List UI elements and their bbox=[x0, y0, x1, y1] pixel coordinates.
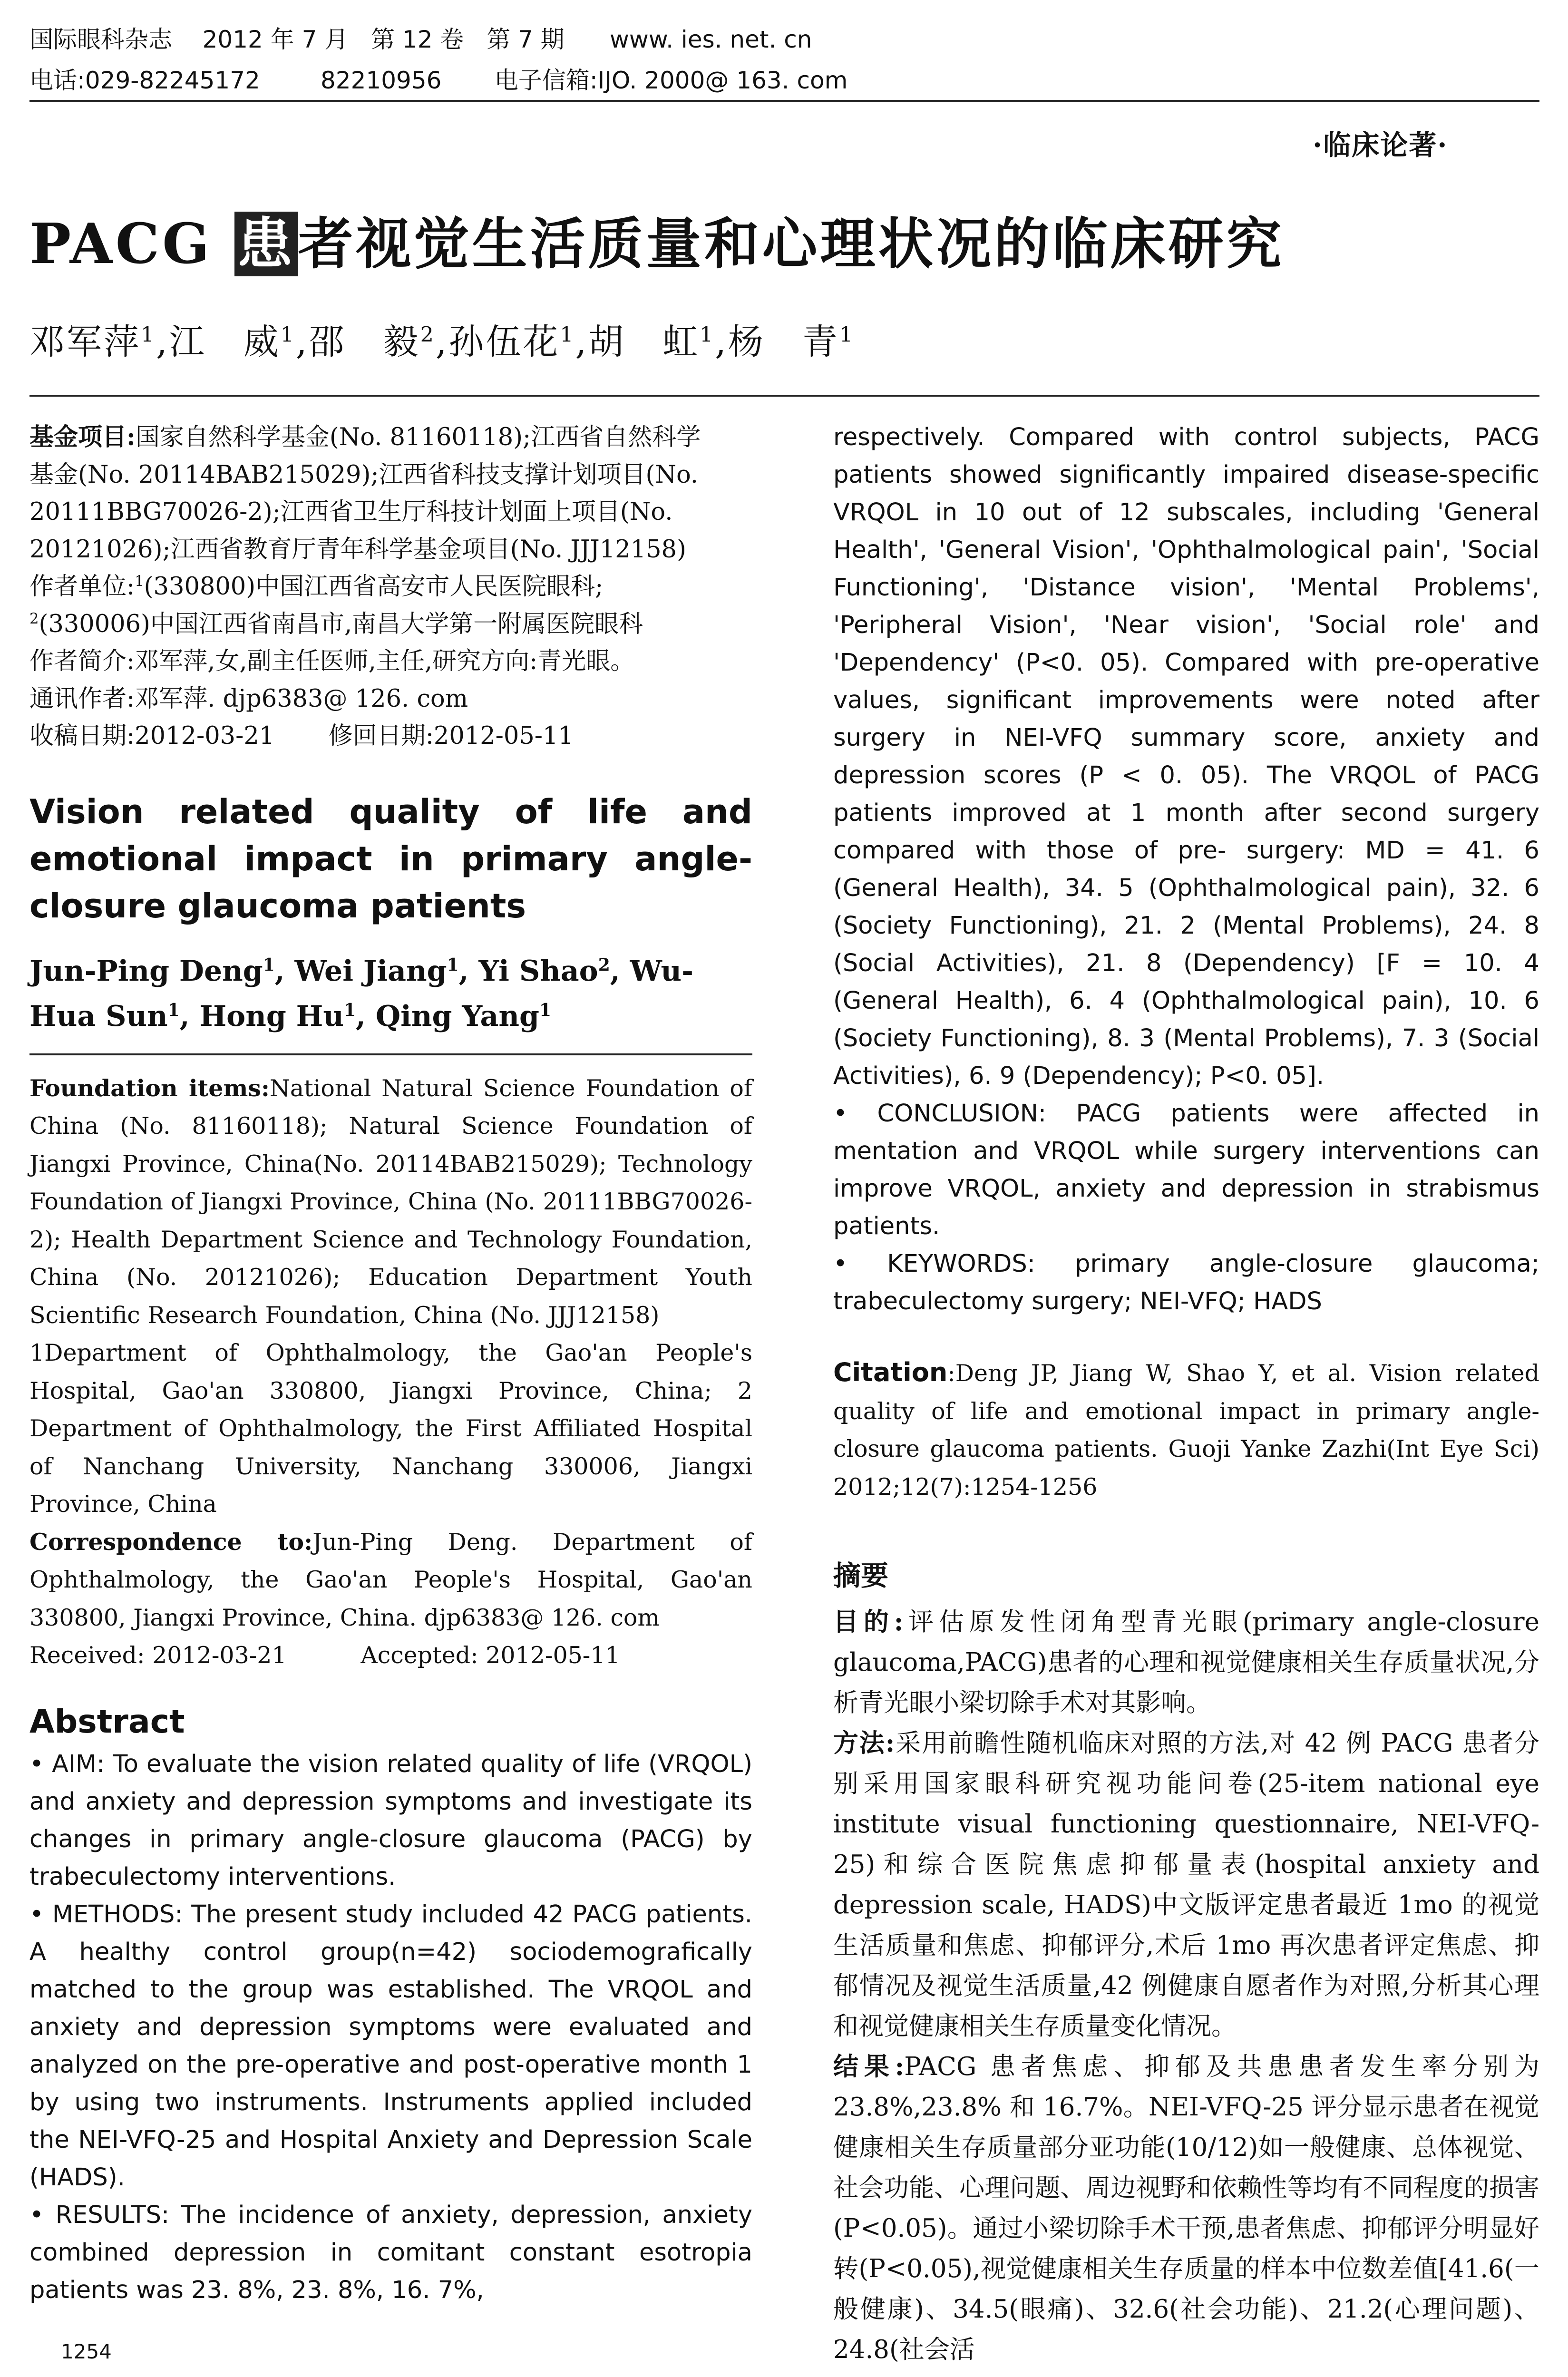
zh-abstract-heading: 摘要 bbox=[833, 1559, 889, 1592]
zh-methods: 方法:采用前瞻性随机临床对照的方法,对 42 例 PACG 患者分别采用国家眼科研究视功能问卷(25-item national eye institute visual functioning questionnaire, NEI-VFQ-25)和综合医院焦虑抑郁量表(hospital anxiety and depression scale, HADS)中文版评定患者最近 1mo 的视觉生活质量和焦虑、抑郁评分,术后 1mo 再次患者评定焦虑、抑郁情况及视觉生活质量,42 例健康自愿者作为对照,分析其心理和视觉健康相关生存质量变化情况。 bbox=[833, 1728, 1539, 2041]
affiliation-cn-line: $^2$(330006)中国江西省南昌市,南昌大学第一附属医院眼科 bbox=[29, 610, 643, 638]
authors-rule bbox=[29, 1053, 752, 1055]
zh-abstract-body bbox=[833, 1602, 1539, 2370]
english-title: Vision related quality of life and emotional impact in primary angle-closure glaucoma patients bbox=[29, 792, 752, 925]
affiliation-cn-line: 作者单位:$^1$(330800)中国江西省高安市人民医院眼科; bbox=[29, 573, 604, 601]
journal-header-line2: 电话:029-82245172 82210956 电子信箱:IJO. 2000@ 163. com bbox=[29, 67, 848, 94]
abstract-heading: Abstract bbox=[29, 1703, 185, 1741]
citation-block bbox=[833, 1354, 1539, 1506]
abstract-methods: • METHODS: The present study included 42 PACG patients. A healthy control group(n=42) sociodemografically matched to the group was established. The VRQOL and anxiety and depression symptoms were evaluated and analyzed on the pre-operative and post-operative month 1 by using two instruments. Instruments applied included the NEI-VFQ-25 and Hospital Anxiety and Depression Scale (HADS). bbox=[29, 1900, 752, 2192]
title-prefix: PACG bbox=[29, 212, 234, 276]
foundation-en: Foundation items:National Natural Science Foundation of China (No. 81160118); Natural Science Foundation of Jiangxi Province, China(No. 20114BAB215029); Technology Foundation of Jiangxi Province, China (No. 20111BBG70026-2); Health Department Science and Technology Foundation, China (No. 20121026); Education Department Youth Scientific Research Foundation, China (No. JJJ12158) bbox=[29, 1074, 752, 1329]
right-column bbox=[833, 419, 1539, 2370]
citation-text: :Deng JP, Jiang W, Shao Y, et al. Vision related quality of life and emotional impact in primary angle-closure glaucoma patients. Guoji Yanke Zazhi(Int Eye Sci) 2012;12(7):1254-1256 bbox=[833, 1360, 1539, 1500]
authors-cn: 邓军萍$^1$,江 威$^1$,邵 毅$^2$,孙伍花$^1$,胡 虹$^1$,杨 青$^1$ bbox=[29, 321, 855, 362]
zh-results: 结果:PACG 患者焦虑、抑郁及共患患者发生率分别为 23.8%,23.8% 和 16.7%。NEI-VFQ-25 评分显示患者在视觉健康相关生存质量部分亚功能(10/12)如一般健康、总体视觉、社会功能、心理问题、周边视野和依赖性等均有不同程度的损害(P<0.05)。通过小梁切除手术干预,患者焦虑、抑郁评分明显好转(P<0.05),视觉健康相关生存质量的样本中位数差值[41.6(一般健康)、34.5(眼痛)、32.6(社会功能)、21.2(心理问题)、24.8(社会活 bbox=[833, 2052, 1539, 2364]
abstract-aim: • AIM: To evaluate the vision related quality of life (VRQOL) and anxiety and depression symptoms and investigate its changes in primary angle-closure glaucoma (PACG) by trabeculectomy interventions. bbox=[29, 1750, 752, 1891]
section-tag: ·临床论著· bbox=[1313, 129, 1448, 161]
journal-header-line1: 国际眼科杂志 2012 年 7 月 第 12 卷 第 7 期 www. ies. net. cn bbox=[29, 26, 812, 53]
header-rule bbox=[29, 100, 1539, 102]
abstract-results-cont: respectively. Compared with control subjects, PACG patients showed significantly impaired disease-specific VRQOL in 10 out of 12 subscales, including 'General Health', 'General Vision', 'Ophthalmological pain', 'Social Functioning', 'Distance vision', 'Mental Problems', 'Peripheral Vision', 'Near vision', 'Social role' and 'Dependency' (P<0. 05). Compared with pre-operative values, significant improvements were noted after surgery in NEI-VFQ summary score, anxiety and depression scores (P < 0. 05). The VRQOL of PACG patients improved at 1 month after second surgery compared with those of pre- surgery: MD = 41. 6 (General Health), 34. 5 (Ophthalmological pain), 32. 6 (Society Functioning), 21. 2 (Mental Problems), 24. 8 (Social Activities), 21. 8 (Dependency) [F = 10. 4 (General Health), 6. 4 (Ophthalmological pain), 10. 6 (Society Functioning), 8. 3 (Mental Problems), 7. 3 (Social Activities), 6. 9 (Dependency); P<0. 05]. bbox=[833, 423, 1539, 1090]
page-number: 1254 bbox=[61, 2340, 112, 2363]
abstract-keywords: • KEYWORDS: primary angle-closure glaucoma; trabeculectomy surgery; NEI-VFQ; HADS bbox=[833, 1250, 1539, 1315]
title-highlight: 患 bbox=[234, 212, 298, 276]
affiliation-en: 1Department of Ophthalmology, the Gao'an People's Hospital, Gao'an 330800, Jiangxi Province, China; 2 Department of Ophthalmology, the First Affiliated Hospital of Nanchang University, Nanchang 330006, Jiangxi Province, China bbox=[29, 1339, 752, 1518]
received-en: Received: 2012-03-21 Accepted: 2012-05-11 bbox=[29, 1642, 620, 1669]
left-column bbox=[29, 419, 752, 2309]
english-authors: Jun-Ping Deng$^1$, Wei Jiang$^1$, Yi Shao$^2$, Wu-Hua Sun$^1$, Hong Hu$^1$, Qing Yang$^1$ bbox=[29, 954, 694, 1033]
title-rest: 者视觉生活质量和心理状况的临床研究 bbox=[298, 212, 1285, 276]
foundation-cn-line: 20121026);江西省教育厅青年科学基金项目(No. JJJ12158) bbox=[29, 535, 686, 564]
abstract-conclusion: • CONCLUSION: PACG patients were affected in mentation and VRQOL while surgery interventions can improve VRQOL, anxiety and depression in strabismus patients. bbox=[833, 1100, 1539, 1240]
foundation-cn-block bbox=[29, 419, 752, 755]
author-bio-cn: 作者简介:邓军萍,女,副主任医师,主任,研究方向:青光眼。 bbox=[29, 647, 635, 675]
page-title bbox=[29, 200, 1285, 279]
correspondence-en: Correspondence to:Jun-Ping Deng. Department of Ophthalmology, the Gao'an People's Hospital, Gao'an 330800, Jiangxi Province, China. djp6383@ 126. com bbox=[29, 1528, 752, 1631]
foundation-cn-line: 20111BBG70026-2);江西省卫生厅科技计划面上项目(No. bbox=[29, 498, 673, 526]
foundation-cn-line: 基金(No. 20114BAB215029);江西省科技支撑计划项目(No. bbox=[29, 460, 699, 489]
foundation-cn-line: 基金项目:国家自然科学基金(No. 81160118);江西省自然科学 bbox=[29, 423, 701, 451]
correspondence-cn: 通讯作者:邓军萍. djp6383@ 126. com bbox=[29, 684, 468, 713]
dates-cn: 收稿日期:2012-03-21 修回日期:2012-05-11 bbox=[29, 722, 574, 750]
abstract-results-start: • RESULTS: The incidence of anxiety, depression, anxiety combined depression in comitant constant esotropia patients was 23. 8%, 23. 8%, 16. 7%, bbox=[29, 2201, 752, 2304]
abstract-left bbox=[29, 1745, 752, 2309]
title-rule bbox=[29, 395, 1539, 397]
zh-aim: 目的:评估原发性闭角型青光眼(primary angle-closure glaucoma,PACG)患者的心理和视觉健康相关生存质量状况,分析青光眼小梁切除手术对其影响。 bbox=[833, 1607, 1539, 1717]
foundation-en-block bbox=[29, 1070, 752, 1675]
citation-label: Citation bbox=[833, 1357, 948, 1387]
abstract-right bbox=[833, 419, 1539, 1320]
